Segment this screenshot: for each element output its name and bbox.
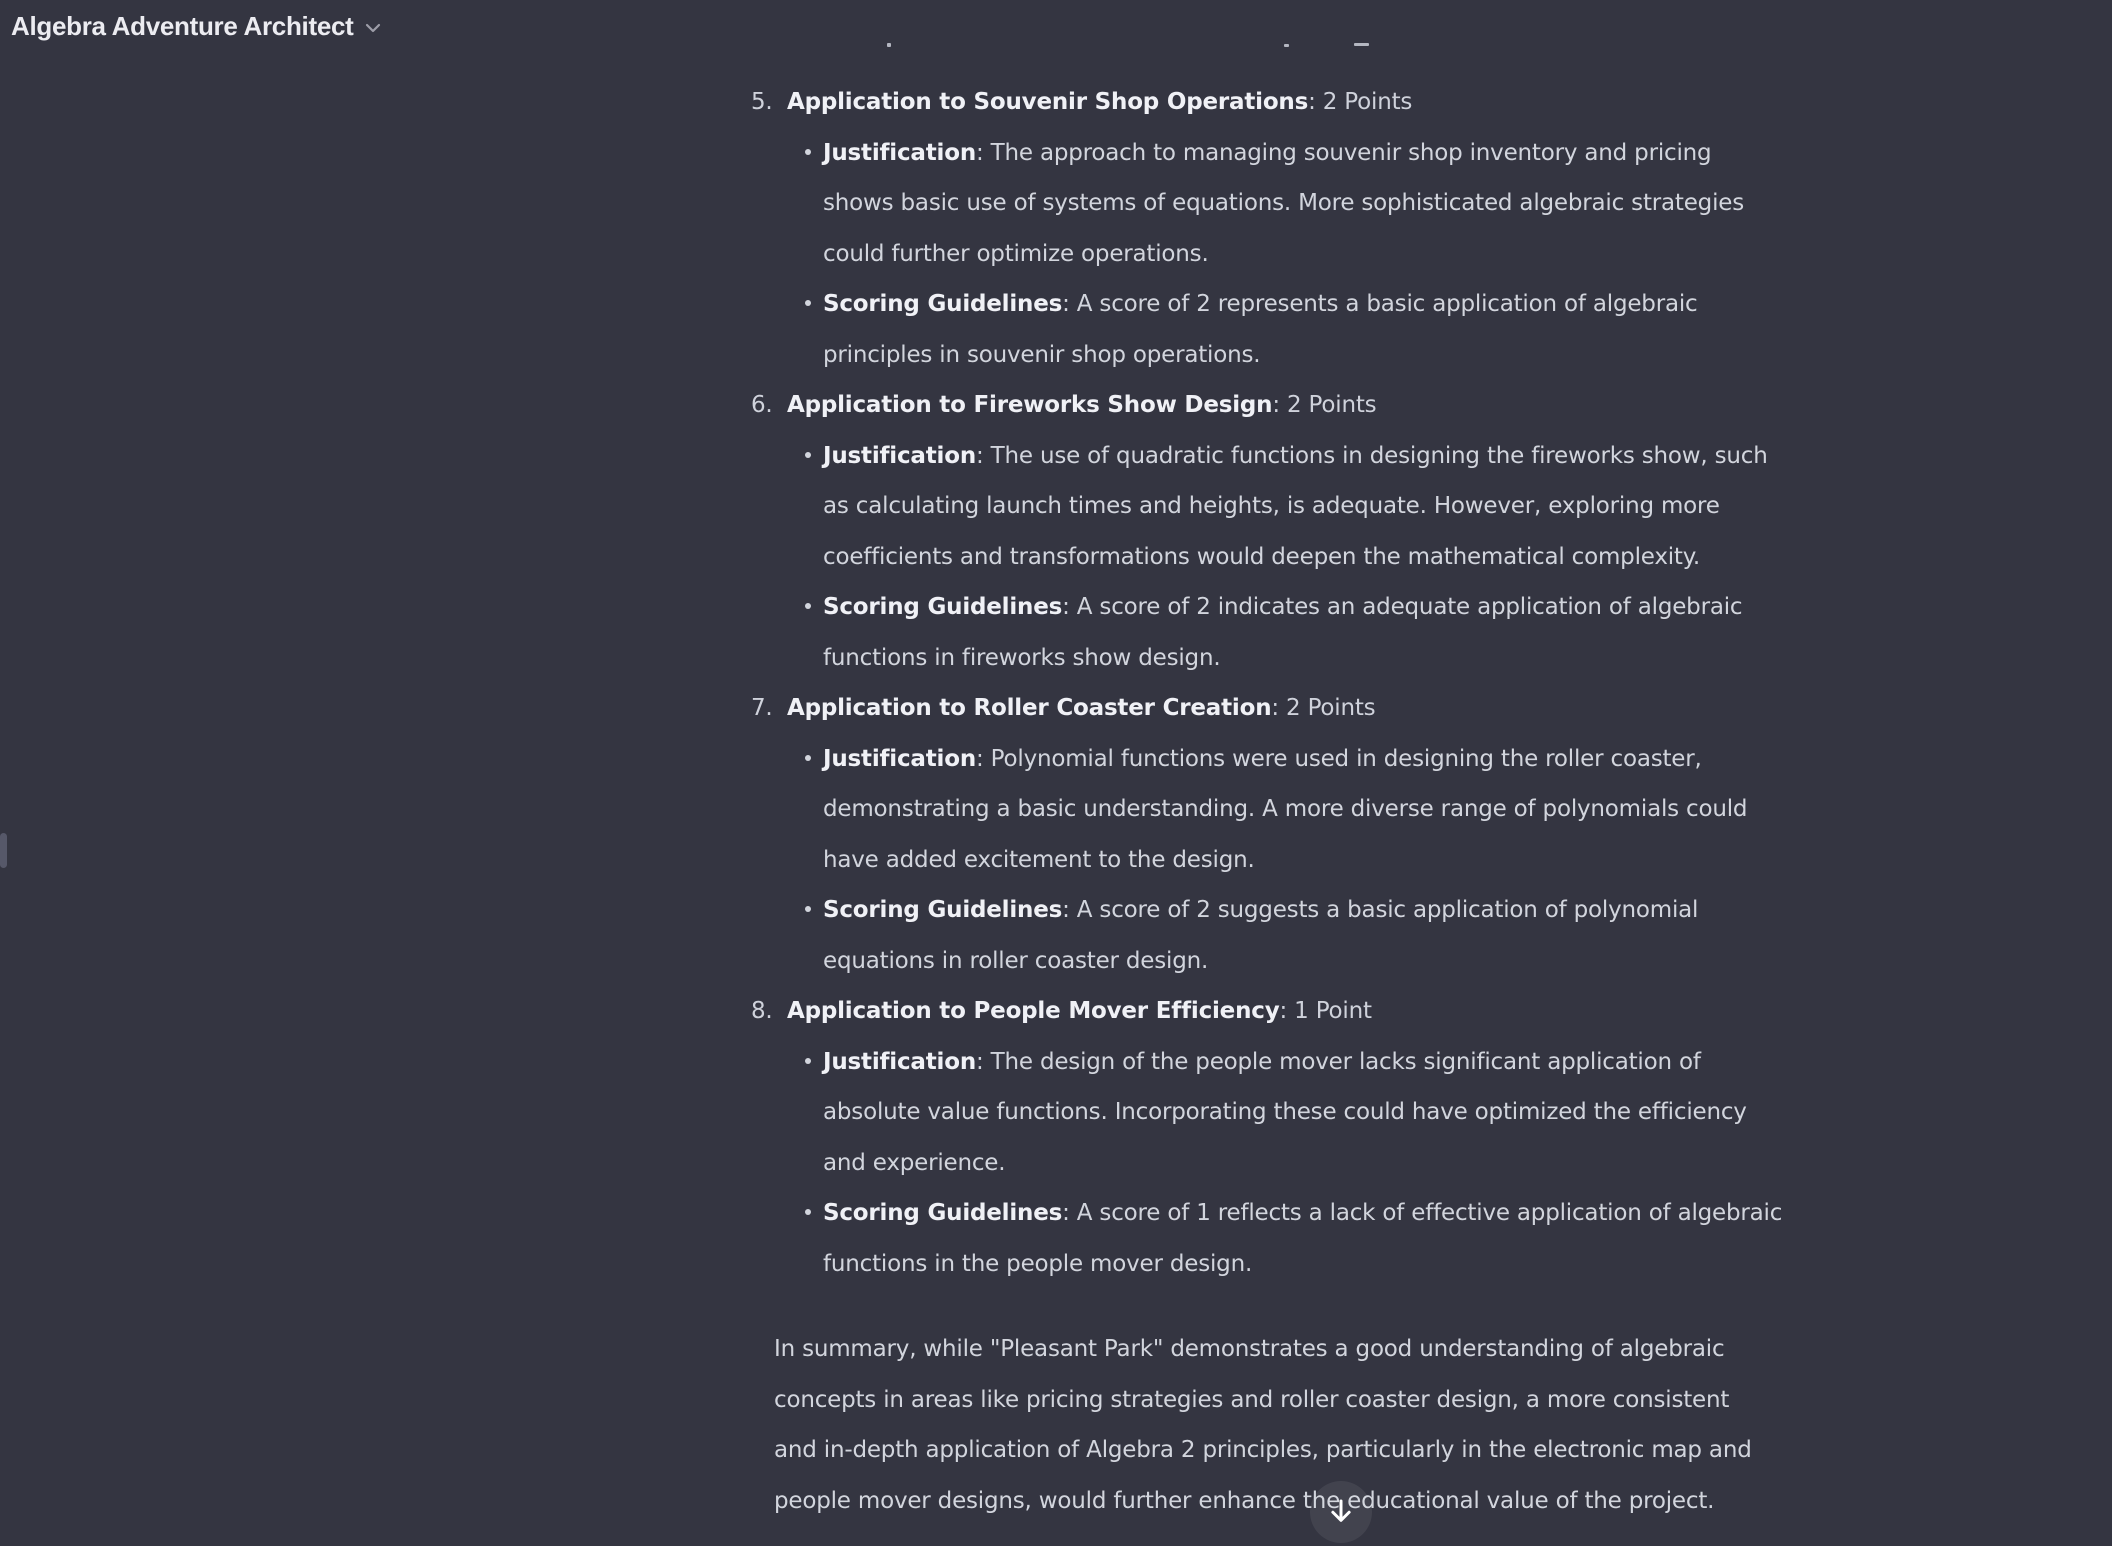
- item-points: : 2 Points: [1272, 392, 1377, 418]
- scroll-to-bottom-button[interactable]: [1310, 1481, 1372, 1543]
- clipped-text-fragment: [1354, 43, 1369, 46]
- bullet-dot: [805, 149, 811, 155]
- gpt-title-button[interactable]: [11, 11, 381, 42]
- bullet-text: : A score of 2 suggests a basic application of polynomial: [1062, 897, 1699, 923]
- bullet-text: : A score of 2 represents a basic application of algebraic: [1062, 291, 1698, 317]
- item-points: : 2 Points: [1308, 89, 1413, 115]
- rubric-bullet-line: and experience.: [823, 1149, 1006, 1176]
- rubric-bullet-line: coefficients and transformations would deepen the mathematical complexity.: [823, 543, 1700, 570]
- bullet-dot: [805, 452, 811, 458]
- bullet-dot: [805, 603, 811, 609]
- arrow-down-icon: [1326, 1496, 1356, 1529]
- rubric-bullet-line: [747, 1188, 1927, 1239]
- gpt-title: Algebra Adventure Architect: [11, 10, 354, 41]
- bullet-label: Justification: [823, 442, 976, 469]
- rubric-bullet-line: absolute value functions. Incorporating these could have optimized the efficiency: [823, 1099, 1747, 1125]
- rubric-bullet-line: [747, 279, 1927, 330]
- bullet-text: : The use of quadratic functions in designing the fireworks show, such: [976, 442, 1768, 469]
- rubric-bullet-line: [747, 734, 1927, 785]
- summary-line: concepts in areas like pricing strategies and roller coaster design, a more consistent: [774, 1386, 1730, 1413]
- rubric-bullet-line: [747, 885, 1927, 936]
- bullet-dot: [805, 1058, 811, 1064]
- rubric-bullet-line: demonstrating a basic understanding. A more diverse range of polynomials could: [823, 796, 1748, 822]
- rubric-bullet-line: shows basic use of systems of equations. More sophisticated algebraic strategies: [823, 190, 1745, 216]
- item-title: Application to Roller Coaster Creation: [787, 695, 1272, 721]
- item-number: 5.: [751, 89, 773, 115]
- bullet-text: : The approach to managing souvenir shop inventory and pricing: [976, 139, 1712, 166]
- rubric-item-heading: [747, 380, 1927, 431]
- summary-line: people mover designs, would further enhance the educational value of the project.: [774, 1487, 1715, 1514]
- item-number: 7.: [751, 695, 773, 721]
- rubric-bullet-line: [747, 431, 1927, 482]
- clipped-text-fragment: [887, 43, 891, 47]
- rubric-bullet-line: [747, 128, 1927, 179]
- bullet-dot: [805, 755, 811, 761]
- summary-line: In summary, while "Pleasant Park" demonstrates a good understanding of algebraic: [774, 1336, 1725, 1362]
- bullet-dot: [805, 1209, 811, 1215]
- rubric-item: [747, 77, 1927, 380]
- rubric-item-heading: [747, 683, 1927, 734]
- item-points: : 1 Point: [1279, 998, 1372, 1024]
- rubric-bullet-line: [747, 582, 1927, 633]
- bullet-label: Justification: [823, 139, 976, 166]
- rubric-bullet-line: have added excitement to the design.: [823, 846, 1255, 873]
- bullet-text: : A score of 2 indicates an adequate application of algebraic: [1062, 594, 1743, 620]
- bullet-label: Justification: [823, 745, 976, 772]
- rubric-item: [747, 683, 1927, 986]
- item-number: 8.: [751, 998, 773, 1024]
- bullet-text: : The design of the people mover lacks significant application of: [976, 1048, 1701, 1075]
- item-points: : 2 Points: [1271, 695, 1376, 721]
- rubric-item-heading: [747, 77, 1927, 128]
- rubric-item: [747, 380, 1927, 683]
- bullet-label: Scoring Guidelines: [823, 1200, 1063, 1226]
- scrollbar-thumb[interactable]: [0, 833, 7, 868]
- item-title: Application to Souvenir Shop Operations: [787, 89, 1309, 115]
- item-title: Application to Fireworks Show Design: [787, 392, 1273, 418]
- rubric-bullet-line: principles in souvenir shop operations.: [823, 341, 1261, 368]
- item-title: Application to People Mover Efficiency: [787, 998, 1280, 1024]
- rubric-bullet-line: functions in the people mover design.: [823, 1250, 1253, 1277]
- bullet-dot: [805, 300, 811, 306]
- app-header: [0, 0, 381, 52]
- bullet-label: Scoring Guidelines: [823, 594, 1063, 620]
- bullet-label: Justification: [823, 1048, 976, 1075]
- rubric-list: [747, 77, 1927, 1289]
- rubric-bullet-line: equations in roller coaster design.: [823, 947, 1209, 974]
- rubric-bullet-line: [747, 1037, 1927, 1088]
- bullet-text: : Polynomial functions were used in designing the roller coaster,: [976, 745, 1702, 772]
- bullet-text: : A score of 1 reflects a lack of effective application of algebraic: [1062, 1200, 1783, 1226]
- chevron-down-icon: [365, 21, 381, 36]
- rubric-bullet-line: as calculating launch times and heights, is adequate. However, exploring more: [823, 493, 1720, 519]
- rubric-bullet-line: could further optimize operations.: [823, 240, 1209, 267]
- bullet-label: Scoring Guidelines: [823, 291, 1063, 317]
- rubric-item: [747, 986, 1927, 1289]
- item-number: 6.: [751, 392, 773, 418]
- clipped-text-fragment: [1284, 44, 1289, 47]
- bullet-label: Scoring Guidelines: [823, 897, 1063, 923]
- bullet-dot: [805, 906, 811, 912]
- rubric-bullet-line: functions in fireworks show design.: [823, 644, 1221, 671]
- summary-line: and in-depth application of Algebra 2 principles, particularly in the electronic map and: [774, 1437, 1752, 1463]
- rubric-item-heading: [747, 986, 1927, 1037]
